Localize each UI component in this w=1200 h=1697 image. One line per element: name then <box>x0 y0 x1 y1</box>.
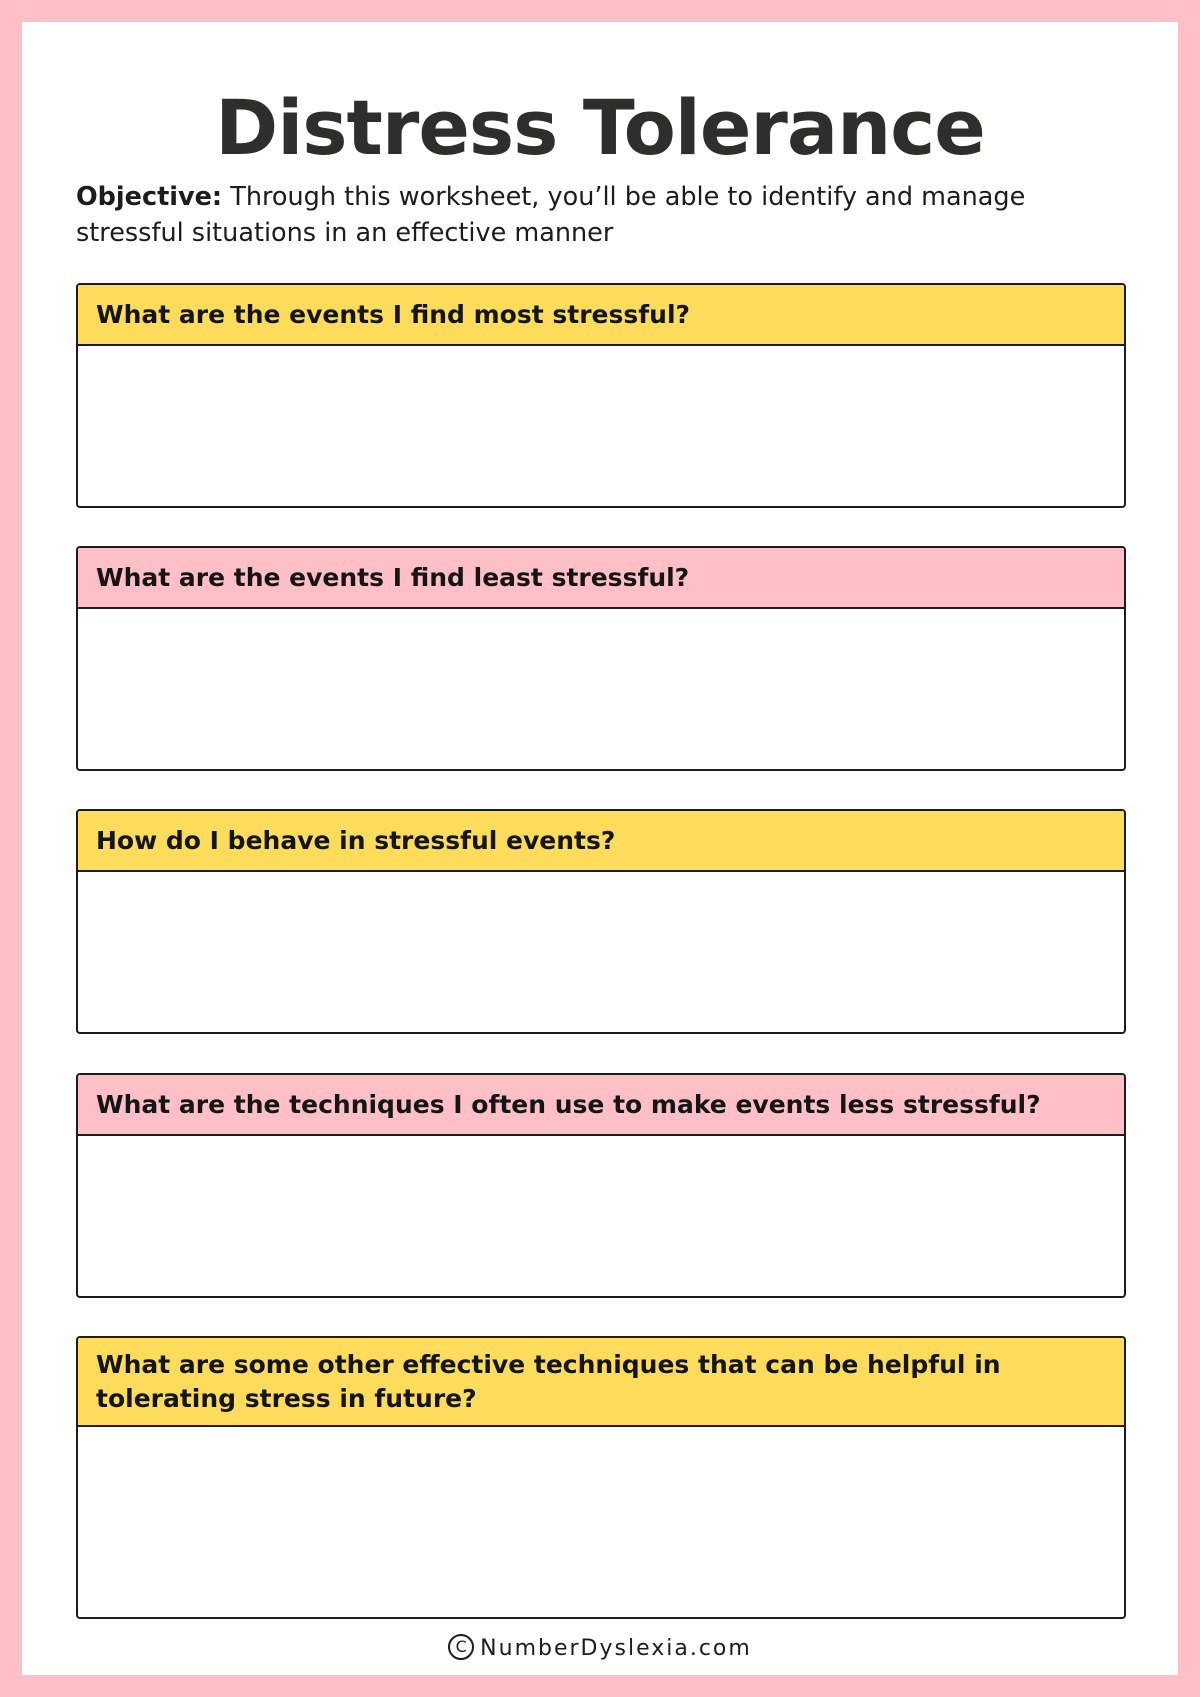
question-text: What are the events I find most stressful? <box>96 299 691 329</box>
answer-area[interactable] <box>78 346 1124 506</box>
question-box-least-stressful <box>76 546 1126 771</box>
answer-area[interactable] <box>78 872 1124 1032</box>
question-header <box>78 811 1124 872</box>
copyright-icon: C <box>448 1634 474 1660</box>
objective-text: Through this worksheet, you’ll be able to identify and manage stressful situations in an effective manner <box>76 182 1026 248</box>
objective-label: Objective: <box>76 182 223 212</box>
question-text: What are the techniques I often use to make events less stressful? <box>96 1089 1041 1119</box>
answer-area[interactable] <box>78 1136 1124 1296</box>
question-header <box>78 285 1124 346</box>
objective-statement <box>76 179 1136 251</box>
question-box-most-stressful <box>76 283 1126 508</box>
footer-site: NumberDyslexia.com <box>480 1636 752 1661</box>
question-header <box>78 1338 1124 1427</box>
answer-area[interactable] <box>78 1427 1124 1617</box>
question-text: How do I behave in stressful events? <box>96 825 616 855</box>
question-text: What are the events I find least stressful? <box>96 562 690 592</box>
question-header <box>78 548 1124 609</box>
answer-area[interactable] <box>78 609 1124 769</box>
question-header <box>78 1075 1124 1136</box>
question-box-current-techniques <box>76 1073 1126 1298</box>
worksheet-page <box>22 22 1178 1675</box>
page-title: Distress Tolerance <box>215 83 985 172</box>
question-text: What are some other effective techniques that can be helpful in tolerating stress in future? <box>96 1349 1001 1413</box>
question-box-other-techniques <box>76 1336 1126 1619</box>
footer-credit <box>22 1636 1178 1662</box>
question-box-behaviour <box>76 809 1126 1034</box>
